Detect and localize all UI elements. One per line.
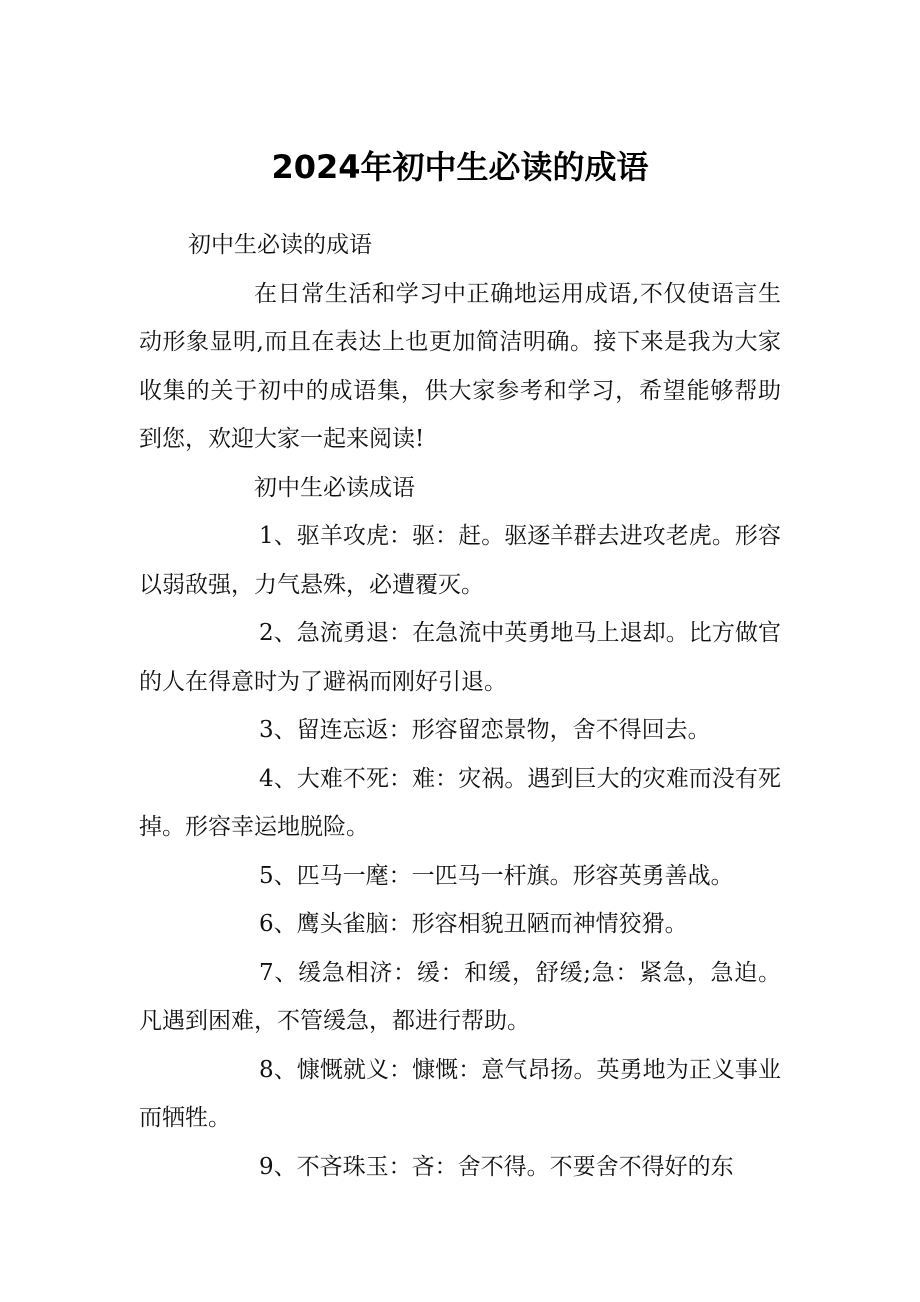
idiom-item: 8、慷慨就义：慷慨：意气昂扬。英勇地为正义事业而牺牲。 xyxy=(139,1056,781,1131)
idiom-item: 1、驱羊攻虎：驱：赶。驱逐羊群去进攻老虎。形容以弱敌强，力气悬殊，必遭覆灭。 xyxy=(139,523,781,598)
intro-paragraph: 在日常生活和学习中正确地运用成语,不仅使语言生动形象显明,而且在表达上也更加简洁明确。接下来是我为大家收集的关于初中的成语集，供大家参考和学习，希望能够帮助到您，欢迎大家一起来阅读! xyxy=(139,280,781,452)
idiom-item: 3、留连忘返：形容留恋景物，舍不得回去。 xyxy=(259,717,711,743)
idiom-item: 5、匹马一麾：一匹马一杆旗。形容英勇善战。 xyxy=(259,862,734,889)
subtitle: 初中生必读的成语 xyxy=(188,232,372,258)
document-body xyxy=(139,221,781,1191)
idiom-item: 6、鹰头雀脑：形容相貌丑陋而神情狡猾。 xyxy=(259,911,688,937)
section-heading: 初中生必读成语 xyxy=(254,474,415,501)
idiom-item: 4、大难不死：难：灾祸。遇到巨大的灾难而没有死掉。形容幸运地脱险。 xyxy=(139,765,781,840)
idiom-item: 2、急流勇退：在急流中英勇地马上退却。比方做官的人在得意时为了避祸而刚好引退。 xyxy=(139,620,781,695)
page-title: 2024年初中生必读的成语 xyxy=(271,148,649,186)
idiom-item: 7、缓急相济：缓：和缓，舒缓;急：紧急，急迫。凡遇到困难，不管缓急，都进行帮助。 xyxy=(139,959,781,1034)
idiom-item: 9、不吝珠玉：吝：舍不得。不要舍不得好的东 xyxy=(259,1153,734,1180)
